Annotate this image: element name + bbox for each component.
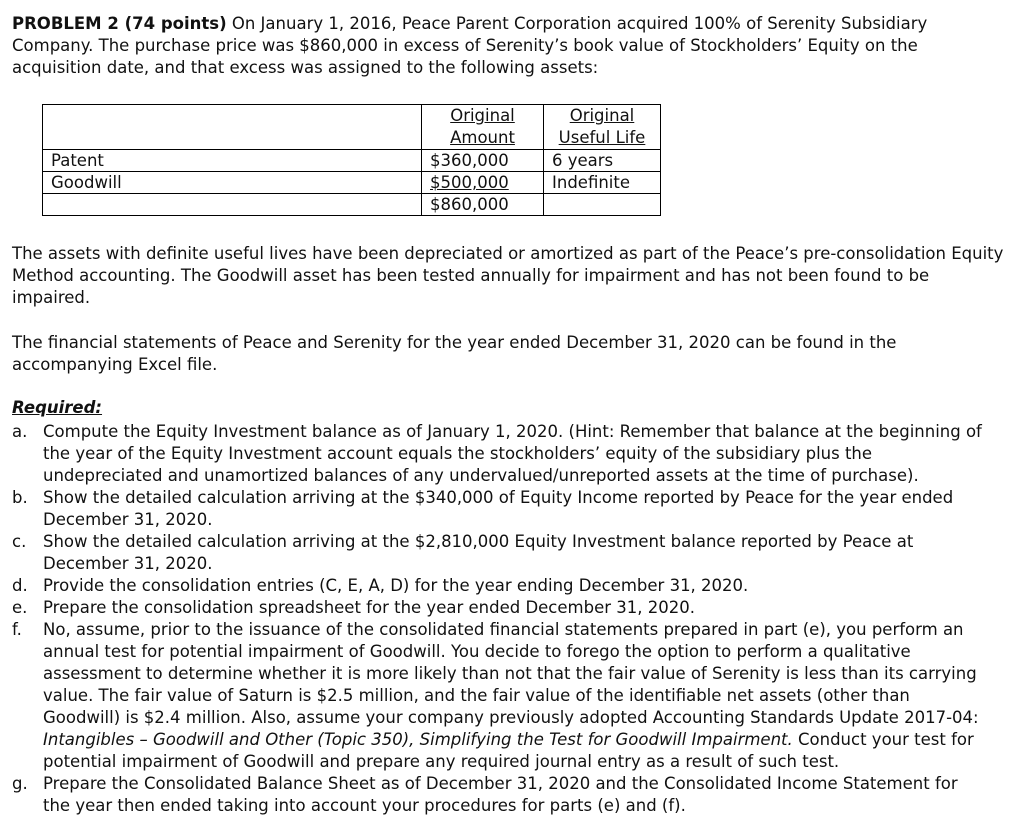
asset-name: Goodwill — [43, 172, 422, 194]
item-italic-text: Intangibles – Goodwill and Other (Topic 350), Simplifying the Test for Goodwill Impairment. — [43, 730, 793, 749]
intro-paragraph — [12, 13, 1012, 79]
total-blank-cell — [43, 194, 422, 216]
problem-heading: PROBLEM 2 (74 points) — [12, 14, 227, 33]
intro-text: On January 1, 2016, Peace Parent Corporation acquired 100% of Serenity Subsidiary Company. The purchase price was $860,000 in excess of Serenity’s book value of Stockholders’ Equity on the acquisition date, and that excess was assigned to the following assets: — [12, 14, 928, 77]
header-amount-line2: Amount — [450, 128, 515, 147]
item-text: Provide the consolidation entries (C, E, A, D) for the year ending December 31, 2020. — [43, 576, 749, 595]
asset-amount: $360,000 — [422, 150, 544, 172]
list-item — [12, 487, 987, 531]
statements-paragraph: The financial statements of Peace and Serenity for the year ended December 31, 2020 can be found in the accompanying Excel file. — [12, 333, 897, 374]
asset-amount: $500,000 — [430, 173, 509, 192]
header-amount — [422, 105, 544, 150]
item-text: Show the detailed calculation arriving at the $340,000 of Equity Income reported by Peace for the year ended December 31, 2020. — [43, 488, 954, 529]
table-header-row — [43, 105, 661, 150]
list-item — [12, 619, 987, 773]
header-blank-cell — [43, 105, 422, 150]
item-letter: d. — [12, 576, 28, 595]
total-amount: $860,000 — [422, 194, 544, 216]
list-item — [12, 575, 987, 597]
total-blank-cell — [544, 194, 661, 216]
list-item — [12, 597, 987, 619]
item-text: No, assume, prior to the issuance of the consolidated financial statements prepared in part (e), you perform an annual test for potential impairment of Goodwill. You decide to forego the option to perform a qualitative assessment to determine whether it is more likely than not that the fair value of Serenity is less than its carrying value. The fair value of Saturn is $2.5 million, and the fair value of the identifiable net assets (other than Goodwill) is $2.4 million. Also, assume your company previously adopted Accounting Standards Update 2017-04: — [43, 620, 979, 727]
table-row — [43, 150, 661, 172]
header-life — [544, 105, 661, 150]
item-text: Prepare the consolidation spreadsheet for the year ended December 31, 2020. — [43, 598, 695, 617]
required-heading: Required: — [12, 398, 103, 417]
item-text: Prepare the Consolidated Balance Sheet as of December 31, 2020 and the Consolidated Income Statement for the year then ended taking into account your procedures for parts (e) and (f). — [43, 774, 958, 815]
item-letter: a. — [12, 422, 28, 441]
item-letter: f. — [12, 620, 22, 639]
item-text-continued: Conduct your test for potential impairment of Goodwill and prepare any required journal entry as a result of such test. — [43, 730, 974, 771]
header-life-line2: Useful Life — [558, 128, 646, 147]
table-total-row — [43, 194, 661, 216]
assets-paragraph: The assets with definite useful lives have been depreciated or amortized as part of the Peace’s pre-consolidation Equity Method accounting. The Goodwill asset has been tested annually for impairment and has not been found to be impaired. — [12, 244, 1004, 307]
list-item — [12, 531, 987, 575]
item-text: Show the detailed calculation arriving at the $2,810,000 Equity Investment balance reported by Peace at December 31, 2020. — [43, 532, 914, 573]
item-letter: g. — [12, 774, 28, 793]
list-item — [12, 773, 987, 817]
asset-name: Patent — [43, 150, 422, 172]
item-letter: c. — [12, 532, 27, 551]
table-row — [43, 172, 661, 194]
excess-assets-table — [42, 104, 661, 216]
list-item — [12, 421, 987, 487]
header-amount-line1: Original — [450, 106, 515, 125]
item-letter: b. — [12, 488, 28, 507]
asset-life: Indefinite — [544, 172, 661, 194]
item-text: Compute the Equity Investment balance as of January 1, 2020. (Hint: Remember that balance at the beginning of the year of the Equity Investment account equals the stockholders’ equity of the subsidiary plus the undepreciated and unamortized balances of any undervalued/unreported assets at the time of purchase). — [43, 422, 982, 485]
requirements-list — [12, 421, 987, 817]
item-letter: e. — [12, 598, 28, 617]
asset-life: 6 years — [544, 150, 661, 172]
header-life-line1: Original — [569, 106, 635, 125]
